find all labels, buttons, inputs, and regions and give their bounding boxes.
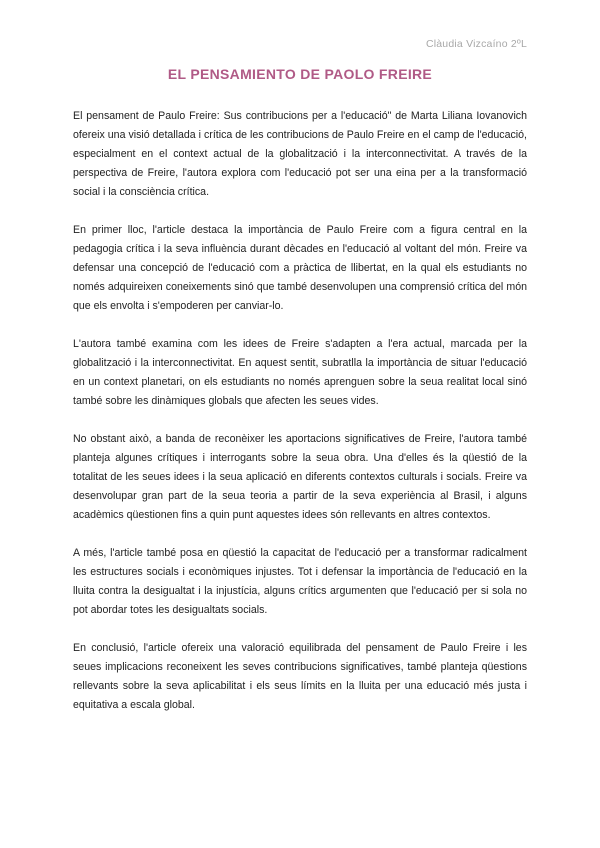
paragraph: En primer lloc, l'article destaca la importància de Paulo Freire com a figura central en la pedagogia crítica i la seva influència durant dècades en l'educació al voltant del món. Freire va defensar una concepció de l'educació com a pràctica de llibertat, en la qual els estudiants no només adquireixen coneixements sinó que també desenvolupen una comprensió crítica del món que els envolta i s'empoderen per canviar-lo.: [73, 224, 527, 312]
paragraph: El pensament de Paulo Freire: Sus contribucions per a l'educació" de Marta Liliana Iovanovich ofereix una visió detallada i crítica de les contribucions de Paulo Freire en el camp de l'educació, especialment en el context actual de la globalització i la interconnectivitat. A través de la perspectiva de Freire, l'autora explora com l'educació pot ser una eina per a la transformació social i la consciència crítica.: [73, 110, 527, 198]
document-title: EL PENSAMIENTO DE PAOLO FREIRE: [167, 66, 433, 82]
document-body: [73, 107, 527, 734]
paragraph: No obstant això, a banda de reconèixer les aportacions significatives de Freire, l'autora també planteja algunes crítiques i interrogants sobre la seua obra. Una d'elles és la qüestió de la totalitat de les seues idees i la seua aplicació en diferents contextos culturals i socials. Freire va desenvolupar gran part de la seua teoria a partir de la seva experiència al Brasil, i alguns acadèmics qüestionen fins a quin punt aquestes idees són rellevants en altres contextos.: [73, 433, 527, 521]
paragraph: En conclusió, l'article ofereix una valoració equilibrada del pensament de Paulo Freire i les seues implicacions reconeixent les seves contribucions significatives, també planteja qüestions rellevants sobre la seva aplicabilitat i els seus límits en la lluita per una educació més justa i equitativa a escala global.: [73, 642, 527, 711]
header-author: Clàudia Vizcaíno 2ºL: [425, 38, 527, 50]
paragraph: A més, l'article també posa en qüestió la capacitat de l'educació per a transformar radicalment les estructures socials i econòmiques injustes. Tot i defensar la importància de l'educació en la lluita contra la desigualtat i la injustícia, alguns crítics argumenten que l'educació per si sola no pot abordar totes les desigualtats socials.: [73, 547, 527, 616]
paragraph: L'autora també examina com les idees de Freire s'adapten a l'era actual, marcada per la globalització i la interconnectivitat. En aquest sentit, subratlla la importància de situar l'educació en un context planetari, on els estudiants no només aprenguen sobre la seua realitat local sinó també sobre les dinàmiques globals que afecten les seues vides.: [73, 338, 527, 407]
